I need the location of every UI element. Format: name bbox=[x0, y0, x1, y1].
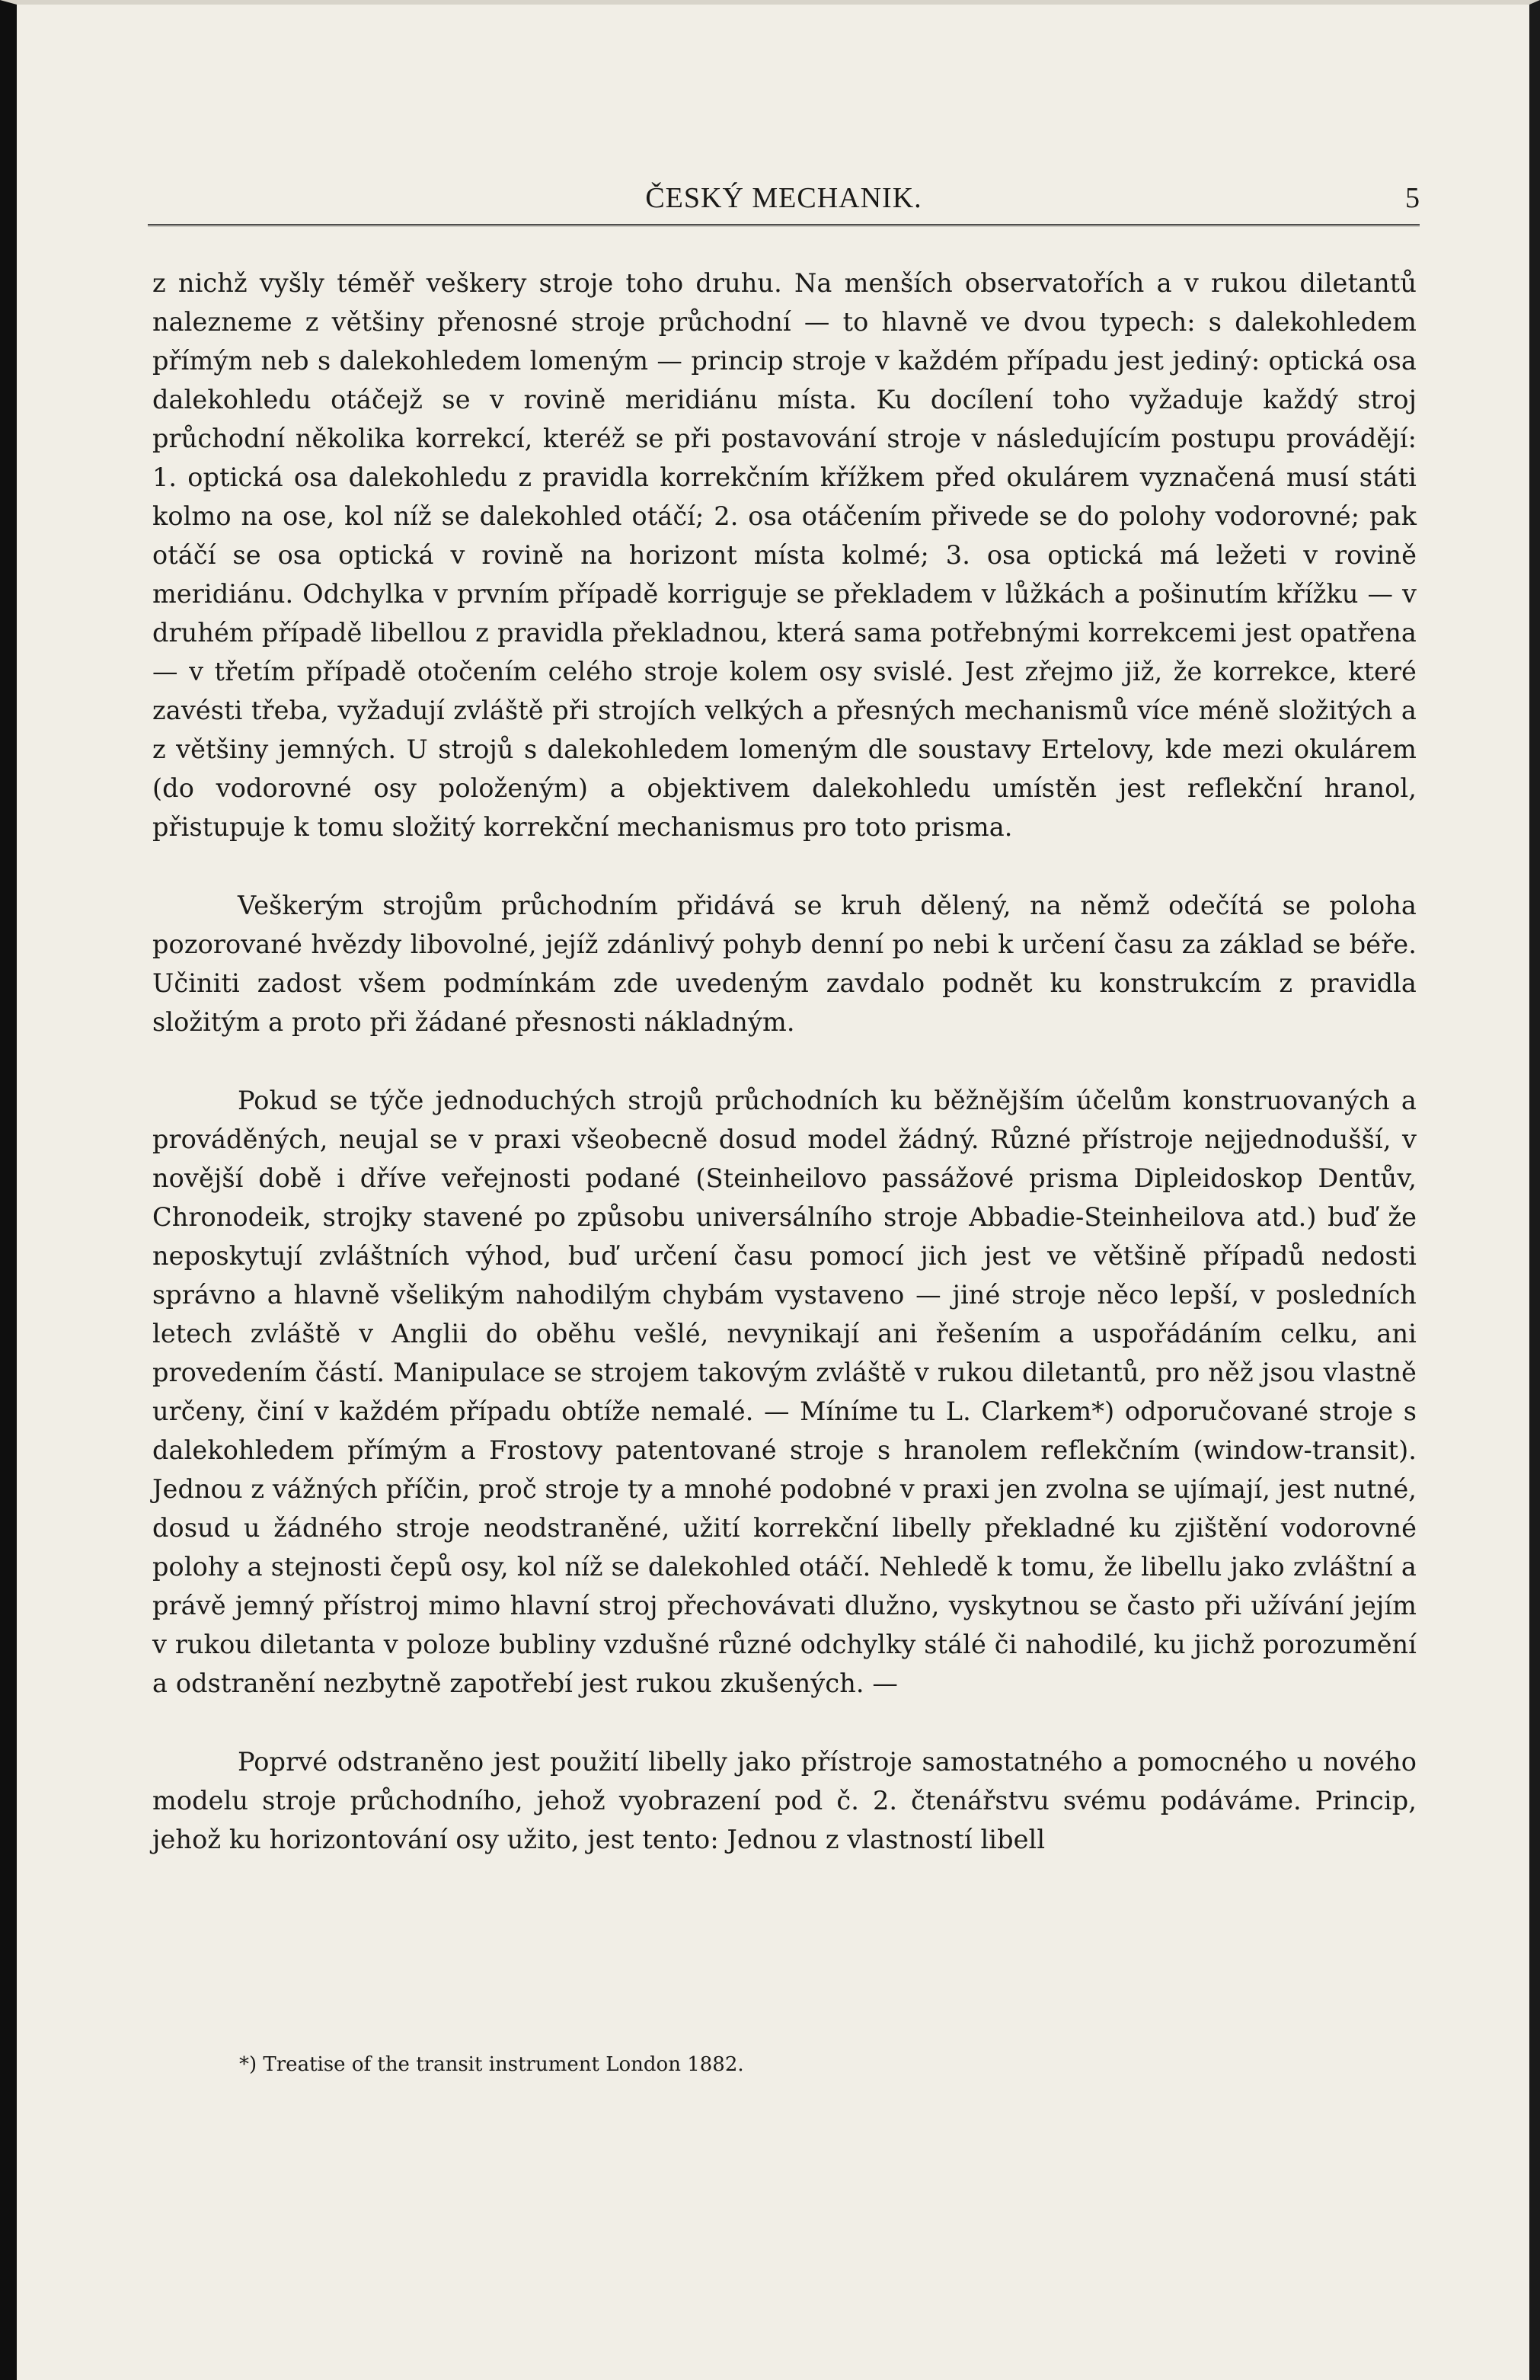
paragraph-3: Pokud se týče jednoduchých strojů průchodních ku běžnějším účelům konstruovaných a prováděných, neujal se v praxi všeobecně dosud model žádný. Různé přístroje nejjednodušší, v novější době i dříve veřejnosti podané (Steinheilovo passážové prisma Dipleidoskop Dentův, Chronodeik, strojky stavené po způsobu universálního stroje Abbadie-Steinheilova atd.) buď že neposkytují zvláštních výhod, buď určení času pomocí jich jest ve většině případů nedosti správno a hlavně všelikým nahodilým chybám vystaveno — jiné stroje něco lepší, v posledních letech zvláště v Anglii do oběhu vešlé, nevynikají ani řešením a uspořádáním celku, ani provedením částí. Manipulace se strojem takovým zvláště v rukou diletantů, pro něž jsou vlastně určeny, činí v každém případu obtíže nemalé. — Míníme tu L. Clarkem*) odporučované stroje s dalekohledem přímým a Frostovy patentované stroje s hranolem reflekčním (window-transit). Jednou z vážných příčin, proč stroje ty a mnohé podobné v praxi jen zvolna se ujímají, jest nutné, dosud u žádného stroje neodstraněné, užití korrekční libelly překladné ku zjištění vodorovné polohy a stejnosti čepů osy, kol níž se dalekohled otáčí. Nehledě k tomu, že libellu jako zvláštní a právě jemný přístroj mimo hlavní stroj přechovávati dlužno, vyskytnou se často při užívání jejím v rukou diletanta v poloze bubliny vzdušné různé odchylky stálé či nahodilé, ku jichž porozumění a odstranění nezbytně zapotřebí jest rukou zkušených. — bbox=[152, 1086, 1417, 1698]
footnote: *) Treatise of the transit instrument London 1882. bbox=[239, 2053, 744, 2076]
paragraph-4: Poprvé odstraněno jest použití libelly jako přístroje samostatného a pomocného u nového modelu stroje průchodního, jehož vyobrazení pod č. 2. čtenářstvu svému podáváme. Princip, jehož ku horizontování osy užito, jest tento: Jednou z vlastností libell bbox=[152, 1747, 1417, 1854]
paragraph-gap bbox=[152, 1041, 1417, 1081]
page-header bbox=[148, 181, 1420, 227]
paragraph-2: Veškerým strojům průchodním přidává se kruh dělený, na němž odečítá se poloha pozorované hvězdy libovolné, jejíž zdánlivý pohyb denní po nebi k určení času za základ se béře. Učiniti zadost všem podmínkám zde uvedeným zavdalo podnět ku konstrukcím z pravidla složitým a proto při žádané přesnosti nákladným. bbox=[152, 891, 1417, 1037]
running-title: ČESKÝ MECHANIK. bbox=[645, 182, 922, 214]
paragraph-1: z nichž vyšly téměř veškery stroje toho druhu. Na menších observatořích a v rukou diletantů nalezneme z většiny přenosné stroje průchodní — to hlavně ve dvou typech: s dalekohledem přímým neb s dalekohledem lomeným — princip stroje v každém případu jest jediný: optická osa dalekohledu otáčejž se v rovině meridiánu místa. Ku docílení toho vyžaduje každý stroj průchodní několika korrekcí, kteréž se při postavování stroje v následujícím postupu provádějí: 1. optická osa dalekohledu z pravidla korrekčním křížkem před okulárem vyznačená musí státi kolmo na ose, kol níž se dalekohled otáčí; 2. osa otáčením přivede se do polohy vodorovné; pak otáčí se osa optická v rovině na horizont místa kolmé; 3. osa optická má ležeti v rovině meridiánu. Odchylka v prvním případě korriguje se překladem v lůžkách a pošinutím křížku — v druhém případě libellou z pravidla překladnou, která sama potřebnými korrekcemi jest opatřena — v třetím případě otočením celého stroje kolem osy svislé. Jest zřejmo již, že korrekce, které zavésti třeba, vyžadují zvláště při strojích velkých a přesných mechanismů více méně složitých a z většiny jemných. U strojů s dalekohledem lomeným dle soustavy Ertelovy, kde mezi okulárem (do vodorovné osy položeným) a objektivem dalekohledu umístěn jest reflekční hranol, přistupuje k tomu složitý korrekční mechanismus pro toto prisma. bbox=[152, 268, 1417, 842]
paragraph-gap bbox=[152, 1703, 1417, 1742]
body-text bbox=[152, 264, 1417, 1859]
header-rule bbox=[148, 224, 1420, 226]
paragraph-gap bbox=[152, 846, 1417, 886]
page-number: 5 bbox=[1405, 182, 1420, 214]
